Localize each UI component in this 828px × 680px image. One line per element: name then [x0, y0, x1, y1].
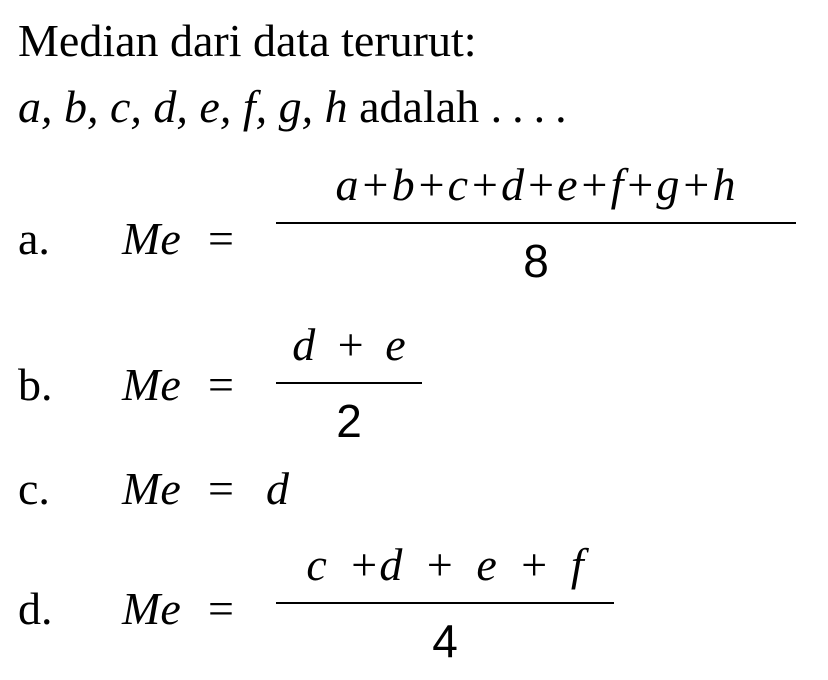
- option-b-fraction: [276, 319, 422, 447]
- option-d[interactable]: [0, 539, 828, 672]
- option-d-denominator: 4: [432, 615, 458, 667]
- option-c[interactable]: [0, 462, 828, 522]
- option-a-numerator: a+b+c+d+e+f+g+h: [335, 159, 737, 210]
- option-d-equals: =: [208, 583, 234, 634]
- option-b-letter: b.: [18, 359, 53, 410]
- option-b-denominator: 2: [336, 395, 362, 447]
- option-d-lhs: Me: [122, 583, 181, 634]
- option-a-letter: a.: [18, 213, 50, 264]
- question-line-2: [18, 81, 577, 132]
- question-adalah: adalah: [359, 81, 480, 132]
- option-d-numerator: c +d + e + f: [306, 539, 584, 590]
- option-c-letter: c.: [18, 463, 50, 514]
- option-c-lhs: Me: [122, 463, 181, 514]
- option-c-equals: =: [208, 463, 234, 514]
- option-b-lhs: Me: [122, 359, 181, 410]
- option-d-fraction: [276, 539, 614, 667]
- option-b-equals: =: [208, 359, 234, 410]
- question-ellipsis: ....: [490, 81, 577, 132]
- option-a-denominator: 8: [523, 235, 549, 287]
- option-a[interactable]: [0, 159, 828, 302]
- option-b[interactable]: [0, 319, 828, 447]
- option-a-fraction: [276, 159, 796, 287]
- option-a-lhs: Me: [122, 213, 181, 264]
- option-c-rhs: d: [266, 463, 289, 514]
- option-a-equals: =: [208, 213, 234, 264]
- question-variables: a, b, c, d, e, f, g, h: [18, 81, 348, 132]
- option-b-numerator: d + e: [292, 319, 406, 370]
- question-line-1: Median dari data terurut:: [18, 15, 477, 66]
- option-d-letter: d.: [18, 583, 53, 634]
